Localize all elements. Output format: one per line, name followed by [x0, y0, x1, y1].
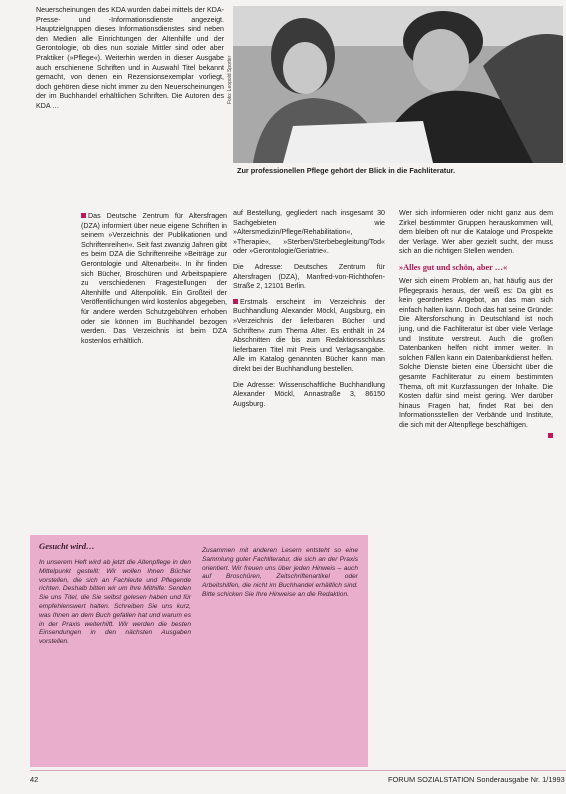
photo-caption: Zur professionellen Pflege gehört der Blick in die Fachliteratur.	[237, 166, 456, 175]
box-right-text: Zusammen mit anderen Lesern entsteht so eine Sammlung guter Fachliteratur, die sich an der Praxis orientiert. Wir freuen uns über jeden Hinweis – auch auf Broschüren, Zeitschriftenartikel oder Arbeitshilfen, die nicht im Buchhandel erhältlich sind. Bitte schicken Sie Ihre Hinweise an die Redaktion.	[202, 547, 358, 598]
photo	[233, 6, 563, 163]
footer-rule	[30, 770, 566, 771]
box-left-text: In unserem Heft wird ab jetzt die Altenpflege in den Mittelpunkt gestellt: Wir wollen Ihnen Bücher vorstellen, die sich an Fachleute und Pflegende richten. Deshalb bitten wir um Ihre Mithilfe: Senden Sie uns Titel, die Sie selbst gelesen haben und für empfehlenswert halten. Schreiben Sie uns kurz, was Ihnen an dem Buch gefallen hat und warum es in der Praxis weiterhilft. Wir werden die besten Einsendungen in den nächsten Ausgaben vorstellen.	[39, 559, 191, 646]
page-number: 42	[30, 775, 39, 784]
subheading: »Alles gut und schön, aber …«	[399, 262, 508, 272]
column-3: Wer sich informieren oder nicht ganz aus dem Zirkel bestimmter Gruppen herauskommen will, dem bleiben oft nur die Kataloge und Prospekte der Verlage. Wer aber gezielt sucht, der muss sich an die richtigen Stellen wenden. »Alles gut und schön, aber …« Wer sich einem Problem an, hat häufig aus der Pflegepraxis heraus, der weiß es: Da gibt es kein geordnetes Angebot, an das man sich einfach halten kann. Doch das hat seine Gründe: Die Altersforschung in Deutschland ist noch jung, und die Fachliteratur ist über viele Verlage und Institute verstreut. Auch die großen Datenbanken helfen nicht immer weiter. In solchen Fällen kann ein Datenbankdienst helfen. Solche Dienste bieten eine Übersicht über die gesamte Fachliteratur zu einem bestimmten Thema, oft mit Kurzfassungen der Inhalte. Die Kosten dafür sind meist gering. Wer darüber hinaus Fragen hat, findet Rat bei den Informationsstellen der Verbände und Institute, die sich mit der Altenpflege beschäftigen.	[399, 209, 553, 442]
photo-credit: Foto: Leopold Sporter	[227, 55, 233, 104]
column-1: Das Deutsche Zentrum für Altersfragen (DZA) informiert über neue eigene Schriften in seinem »Verzeichnis der Publikationen und Schriftenreihen«. Seit fast zwanzig Jahren gibt es beim DZA die Schriftenreihe »Beiträge zur Gerontologie und Altenarbeit«. In ihr finden sich Bücher, Broschüren und Arbeitspapiere zu verschiedenen Fragestellungen der Altenhilfe und Altenpolitik. Ein Großteil der Veröffentlichungen wird kostenlos abgegeben, für andere werden Schutzgebühren erhoben oder sie können im Buchhandel bezogen werden. Das Verzeichnis ist beim DZA kostenlos erhältlich.	[81, 212, 227, 345]
bullet-square-icon	[81, 213, 86, 218]
sidebar-box	[30, 535, 368, 767]
box-title: Gesucht wird…	[39, 541, 95, 551]
bullet-square-icon	[233, 299, 238, 304]
journal-footer: FORUM SOZIALSTATION Sonderausgabe Nr. 1/1993	[388, 775, 565, 784]
intro-paragraph: Neuerscheinungen des KDA wurden dabei mittels der KDA-Presse- und -Informationsdienste angezeigt. Hauptzielgruppen dieses Informationsdienstes sind neben den Medien alle Einrichtungen der Altenhilfe und der Gerontologie, ob dies nun soziale Mittler sind oder aber Praktiker (»Pflege«). Weiterhin werden in dieser Ausgabe auch erschienene Schriften und in Auswahl Titel bekannt gemacht, von denen ein Rezensionsexemplar vorliegt, doch gehören diese nicht immer zu den Neuerscheinungen der im Buchhandel erhältlichen Schriften. Die Autoren des KDA …	[36, 6, 224, 110]
column-2: auf Bestellung, gegliedert nach insgesamt 30 Sachgebieten wie »Altersmedizin/Pflege/Rehabilitation«, »Therapie«, »Sterben/Sterbebegleitung/Tod« oder »Gerontologie/Geriatrie«. Die Adresse: Deutsches Zentrum für Altersfragen (DZA), Manfred-von-Richthofen-Straße 2, 12101 Berlin. Erstmals erscheint im Verzeichnis der Buchhandlung Alexander Möckl, Augsburg, ein »Verzeichnis der lieferbaren Bücher und Schriften« zum Thema Alter. Es enthält in 24 Abschnitten die bis zum Redaktionsschluss lieferbaren Titel mit Preis und Verlagsangabe. Alle im Katalog genannten Bücher kann man direkt bei der Buchhandlung bestellen. Die Adresse: Wissenschaftliche Buchhandlung Alexander Möckl, Annastraße 3, 86150 Augsburg.	[233, 209, 385, 408]
end-mark-icon	[548, 433, 553, 438]
